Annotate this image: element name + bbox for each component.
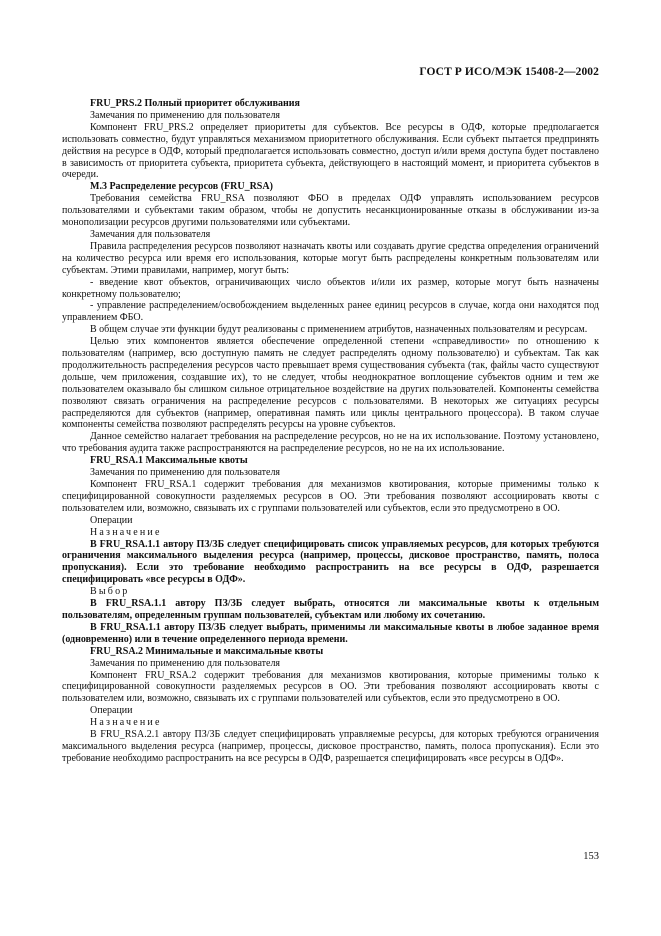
paragraph: Замечания для пользователя bbox=[90, 228, 211, 240]
paragraph: Компонент FRU_PRS.2 определяет приоритеты для субъектов. Все ресурсы в ОДФ, которые предполагается использовать совместно, будут управляться механизмом приоритетного обслуживания. Если субъект пытается предпринять действия на ресурсе в ОДФ, который предполагается использовать совместно, доступ и/или время доступа будет поставлено в зависимость от приоритета субъекта, приоритета субъекта, действующего в настоящий момент, и приоритета субъектов в очереди. bbox=[62, 121, 599, 181]
paragraph: Выбор bbox=[90, 586, 130, 598]
paragraph: Операции bbox=[90, 514, 133, 526]
paragraph: Назначение bbox=[90, 717, 162, 729]
paragraph: - введение квот объектов, ограничивающих число объектов и/или их размер, которые могут быть назначены конкретному пользователю; bbox=[62, 276, 599, 300]
page-number: 153 bbox=[583, 851, 599, 862]
paragraph: В FRU_RSA.1.1 автору ПЗ/ЗБ следует специфицировать список управляемых ресурсов, для которых требуются ограничения максимального выделения ресурса (например, процессы, дисковое пространство, память, полоса пропускания). Если это требование необходимо распространить на все ресурсы в ОДФ, разрешается специфицировать «все ресурсы в ОДФ». bbox=[62, 538, 599, 586]
paragraph: В FRU_RSA.1.1 автору ПЗ/ЗБ следует выбрать, относятся ли максимальные квоты к отдельным пользователям, определенным группам пользователей, субъектам или любому их сочетанию. bbox=[62, 598, 599, 621]
paragraph: FRU_PRS.2 Полный приоритет обслуживания bbox=[90, 98, 300, 109]
paragraph: Замечания по применению для пользователя bbox=[90, 657, 281, 669]
paragraph: В FRU_RSA.2.1 автору ПЗ/ЗБ следует специфицировать управляемые ресурсы, для которых требуются ограничения максимального выделения ресурса (например, процессы, дисковое пространство, память, полоса пропускания). Если это требование необходимо распространить на все ресурсы в ОДФ, разрешается специфицировать «все ресурсы в ОДФ». bbox=[62, 729, 599, 764]
paragraph: В общем случае эти функции будут реализованы с применением атрибутов, назначенных пользователям и ресурсам. bbox=[90, 324, 588, 336]
paragraph: В FRU_RSA.1.1 автору ПЗ/ЗБ следует выбрать, применимы ли максимальные квоты в любое заданное время (одновременно) или в течение определенного периода времени. bbox=[62, 621, 599, 645]
document-body bbox=[62, 98, 599, 765]
paragraph: Правила распределения ресурсов позволяют назначать квоты или создавать другие средства определения ограничений на количество ресурса или время его использования, которые могут быть распределены конкретным пользователям или субъектам. Этими правилами, например, могут быть: bbox=[62, 240, 599, 276]
paragraph: Требования семейства FRU_RSA позволяют ФБО в пределах ОДФ управлять использованием ресурсов пользователями и субъектами таким образом, чтобы не допустить несанкционированные отказы в обслуживании из-за монополизации ресурсов другими пользователями или субъектами. bbox=[62, 193, 599, 229]
paragraph: Целью этих компонентов является обеспечение определенной степени «справедливости» по отношению к пользователям (например, всю доступную память не следует распределять одному пользователю) и субъектам. Так как продолжительность распределения ресурсов часто превышает время существования субъекта (так, файлы часто существуют дольше, чем приложения, создавшие их), то не следует, чтобы неоднократное воплощение субъектов одним и тем же пользователем оказывало бы слишком сильное отрицательное воздействие на других пользователей. Компоненты семейства позволяют связать ограничения на распределение ресурсов с пользователями. В некоторых же ситуациях ресурсы распределяются для субъектов (например, оперативная память или циклы центрального процессора). В таком случае компоненты семейства позволяют распределять ресурсы на уровне субъектов. bbox=[62, 336, 599, 431]
paragraph: Компонент FRU_RSA.1 содержит требования для механизмов квотирования, которые применимы только к специфицированной совокупности разделяемых ресурсов в ОО. Эти требования позволяют ассоциировать квоты с пользователем или, возможно, связывать их с группами пользователей или субъектов, если это предусмотрено в ОО. bbox=[62, 479, 599, 514]
paragraph: Назначение bbox=[90, 526, 162, 538]
paragraph: Операции bbox=[90, 705, 133, 717]
paragraph: - управление распределением/освобождением выделенных ранее единиц ресурсов в случае, когда они находятся под управлением ФБО. bbox=[62, 300, 599, 324]
paragraph: Компонент FRU_RSA.2 содержит требования для механизмов квотирования, которые применимы только к специфицированной совокупности разделяемых ресурсов в ОО. Эти требования позволяют ассоциировать квоты с пользователем или, возможно, связывать их с группами пользователей или субъектов, если это предусмотрено в ОО. bbox=[62, 669, 599, 705]
paragraph: Замечания по применению для пользователя bbox=[90, 467, 281, 479]
document-code-header: ГОСТ Р ИСО/МЭК 15408-2—2002 bbox=[419, 66, 599, 78]
paragraph: М.3 Распределение ресурсов (FRU_RSA) bbox=[90, 181, 273, 193]
paragraph: FRU_RSA.2 Минимальные и максимальные квоты bbox=[90, 645, 324, 657]
paragraph: Замечания по применению для пользователя bbox=[90, 109, 281, 121]
paragraph: FRU_RSA.1 Максимальные квоты bbox=[90, 455, 248, 467]
paragraph: Данное семейство налагает требования на распределение ресурсов, но не на их использование. Поэтому установлено, что требования аудита также распространяются на распределение ресурсов, но не на их использование. bbox=[62, 431, 599, 455]
